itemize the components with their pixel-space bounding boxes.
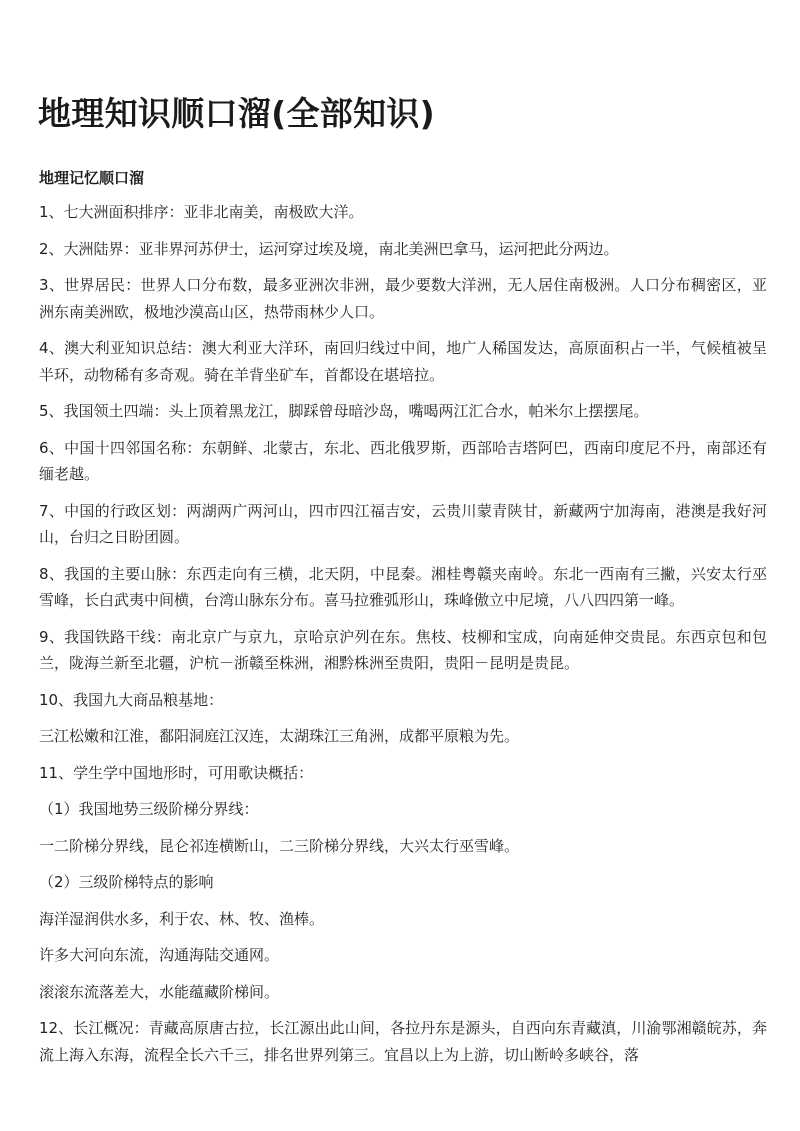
paragraph-14: 一二阶梯分界线，昆仑祁连横断山，二三阶梯分界线，大兴太行巫雪峰。 [39, 836, 520, 855]
paragraph-11: 三江松嫩和江淮，鄱阳洞庭江汉连，太湖珠江三角洲，成都平原粮为先。 [39, 727, 520, 745]
paragraph-2: 2、大洲陆界：亚非界河苏伊士，运河穿过埃及境，南北美洲巴拿马，运河把此分两边。 [39, 239, 619, 258]
paragraph-5: 5、我国领土四端：头上顶着黑龙江，脚踩曾母暗沙岛，嘴喝两江汇合水，帕米尔上摆摆尾。 [39, 402, 649, 420]
paragraph-10: 10、我国九大商品粮基地： [39, 690, 224, 709]
paragraph-1: 1、七大洲面积排序：亚非北南美，南极欧大洋。 [39, 203, 364, 221]
paragraph-12: 11、学生学中国地形时，可用歌诀概括： [39, 763, 314, 782]
paragraph-3: 3、世界居民：世界人口分布数，最多亚洲次非洲，最少要数大洋洲，无人居住南极洲。人口分布稠密区，亚洲东南美洲欧，极地沙漠高山区，热带雨林少人口。 [39, 276, 767, 321]
paragraph-16: 海洋湿润供水多，利于农、林、牧、渔棒。 [39, 909, 325, 928]
page-title: 地理知识顺口溜(全部知识) [38, 94, 436, 133]
section-title: 地理记忆顺口溜 [39, 169, 145, 187]
paragraph-4: 4、澳大利亚知识总结：澳大利亚大洋环，南回归线过中间，地广人稀国发达，高原面积占一半，气候植被呈半环，动物稀有多奇观。骑在羊背坐矿车，首都设在堪培拉。 [39, 339, 767, 384]
document-body [39, 199, 767, 1078]
paragraph-13: （1）我国地势三级阶梯分界线： [39, 800, 259, 818]
paragraph-9: 9、我国铁路干线：南北京广与京九，京哈京沪列在东。焦枝、枝柳和宝成，向南延伸交贵昆。东西京包和包兰，陇海兰新至北疆，沪杭－浙赣至株洲，湘黔株洲至贵阳，贵阳－昆明是贵昆。 [39, 627, 767, 672]
paragraph-6: 6、中国十四邻国名称：东朝鲜、北蒙古，东北、西北俄罗斯，西部哈吉塔阿巴，西南印度尼不丹，南部还有缅老越。 [39, 438, 767, 483]
paragraph-17: 许多大河向东流，沟通海陆交通网。 [39, 946, 280, 964]
paragraph-18: 滚滚东流落差大，水能蕴藏阶梯间。 [39, 982, 280, 1001]
paragraph-7: 7、中国的行政区划：两湖两广两河山，四市四江福吉安，云贵川蒙青陕甘，新藏两宁加海南，港澳是我好河山，台归之日盼团圆。 [39, 501, 767, 546]
paragraph-15: （2）三级阶梯特点的影响 [39, 873, 214, 891]
paragraph-8: 8、我国的主要山脉：东西走向有三横，北天阴，中昆秦。湘桂粤赣夹南岭。东北一西南有三撇，兴安太行巫雪峰，长白武夷中间横，台湾山脉东分布。喜马拉雅弧形山，珠峰傲立中尼境，八八四四第一峰。 [39, 564, 767, 609]
paragraph-19: 12、长江概况：青藏高原唐古拉，长江源出此山间，各拉丹东是源头，自西向东青藏滇，川渝鄂湘赣皖苏，奔流上海入东海，流程全长六千三，排名世界列第三。宜昌以上为上游，切山断岭多峡谷，落 [39, 1019, 767, 1064]
